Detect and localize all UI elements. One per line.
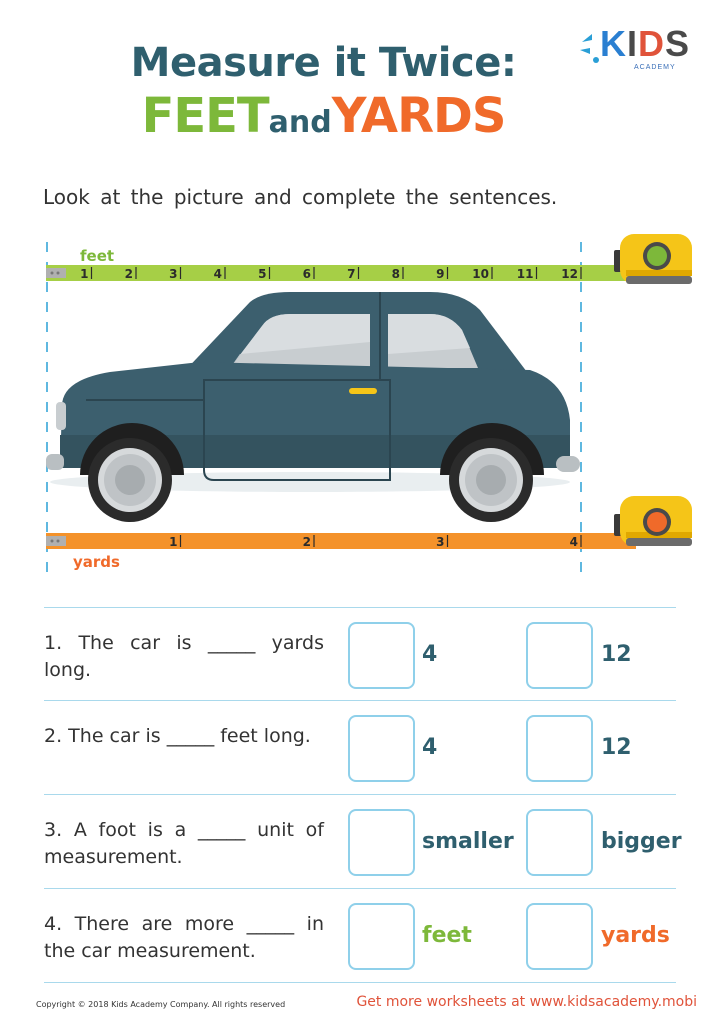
feet-tick-label: 12 xyxy=(561,267,578,281)
answer-option-2: 12 xyxy=(601,735,632,760)
answer-checkbox-1[interactable] xyxy=(348,903,415,970)
logo-letter-i: I xyxy=(627,23,639,64)
yards-tick-label: 4 xyxy=(569,535,578,549)
title-feet: FEET xyxy=(141,88,269,144)
feet-tape xyxy=(46,265,636,281)
logo-letter-s: S xyxy=(665,23,691,64)
yards-tick-label: 3 xyxy=(436,535,445,549)
answer-option-2: 12 xyxy=(601,642,632,667)
divider xyxy=(44,982,676,983)
answer-option-1: 4 xyxy=(422,735,438,760)
feet-tick-label: 7 xyxy=(347,267,356,281)
tape-hook-icon xyxy=(46,536,66,546)
tape-measure-feet-icon xyxy=(614,234,692,284)
car-icon xyxy=(46,292,580,522)
answer-option-1: 4 xyxy=(422,642,438,667)
copyright-text: Copyright © 2018 Kids Academy Company. All rights reserved xyxy=(36,1000,286,1009)
feet-tick-label: 3 xyxy=(169,267,178,281)
question-text: 4. There are more _____ in the car measurement. xyxy=(44,913,324,962)
answer-option-2: yards xyxy=(601,923,670,948)
answer-checkbox-2[interactable] xyxy=(526,622,593,689)
feet-tick-label: 8 xyxy=(391,267,400,281)
yards-tape xyxy=(46,533,636,549)
answer-option-1: smaller xyxy=(422,829,514,854)
yards-tick-label: 1 xyxy=(169,535,178,549)
feet-tick-label: 1 xyxy=(80,267,89,281)
question-row-3 xyxy=(44,794,682,886)
tape-measure-yards-icon xyxy=(614,496,692,546)
title-and: and xyxy=(268,105,332,140)
logo-letter-d: D xyxy=(638,23,666,64)
answer-option-1: feet xyxy=(422,923,472,948)
feet-tick-label: 10 xyxy=(472,267,489,281)
question-row-4 xyxy=(44,888,676,980)
feet-label: feet xyxy=(80,247,115,265)
feet-tick-label: 11 xyxy=(516,267,534,281)
title-yards: YARDS xyxy=(331,88,506,144)
question-text: 1. The car is _____ yards long. xyxy=(44,632,324,681)
answer-checkbox-2[interactable] xyxy=(526,715,593,782)
feet-tick-label: 6 xyxy=(302,267,311,281)
answer-checkbox-2[interactable] xyxy=(526,903,593,970)
car-measurement-illustration xyxy=(0,230,723,580)
answer-checkbox-2[interactable] xyxy=(526,809,593,876)
answer-checkbox-1[interactable] xyxy=(348,622,415,689)
instruction-text: Look at the picture and complete the sentences. xyxy=(43,185,558,209)
page-subtitle xyxy=(0,88,647,144)
feet-tick-label: 5 xyxy=(258,267,267,281)
yards-tick-label: 2 xyxy=(302,535,311,549)
answer-checkbox-1[interactable] xyxy=(348,809,415,876)
question-text: 3. A foot is a _____ unit of measurement. xyxy=(44,819,324,868)
answer-checkbox-1[interactable] xyxy=(348,715,415,782)
worksheets-link[interactable]: Get more worksheets at www.kidsacademy.mobi xyxy=(356,994,697,1010)
feet-tick-label: 2 xyxy=(124,267,133,281)
tape-hook-icon xyxy=(46,268,66,278)
question-row-2 xyxy=(44,700,676,792)
feet-tick-label: 4 xyxy=(213,267,222,281)
yards-label: yards xyxy=(73,553,120,571)
logo-subtitle: ACADEMY xyxy=(634,64,676,71)
answer-option-2: bigger xyxy=(601,829,682,854)
question-text: 2. The car is _____ feet long. xyxy=(44,725,311,747)
page-title: Measure it Twice: xyxy=(130,40,517,86)
feet-tick-label: 9 xyxy=(436,267,445,281)
logo-letter-k: K xyxy=(600,23,627,64)
question-row-1 xyxy=(44,607,676,699)
